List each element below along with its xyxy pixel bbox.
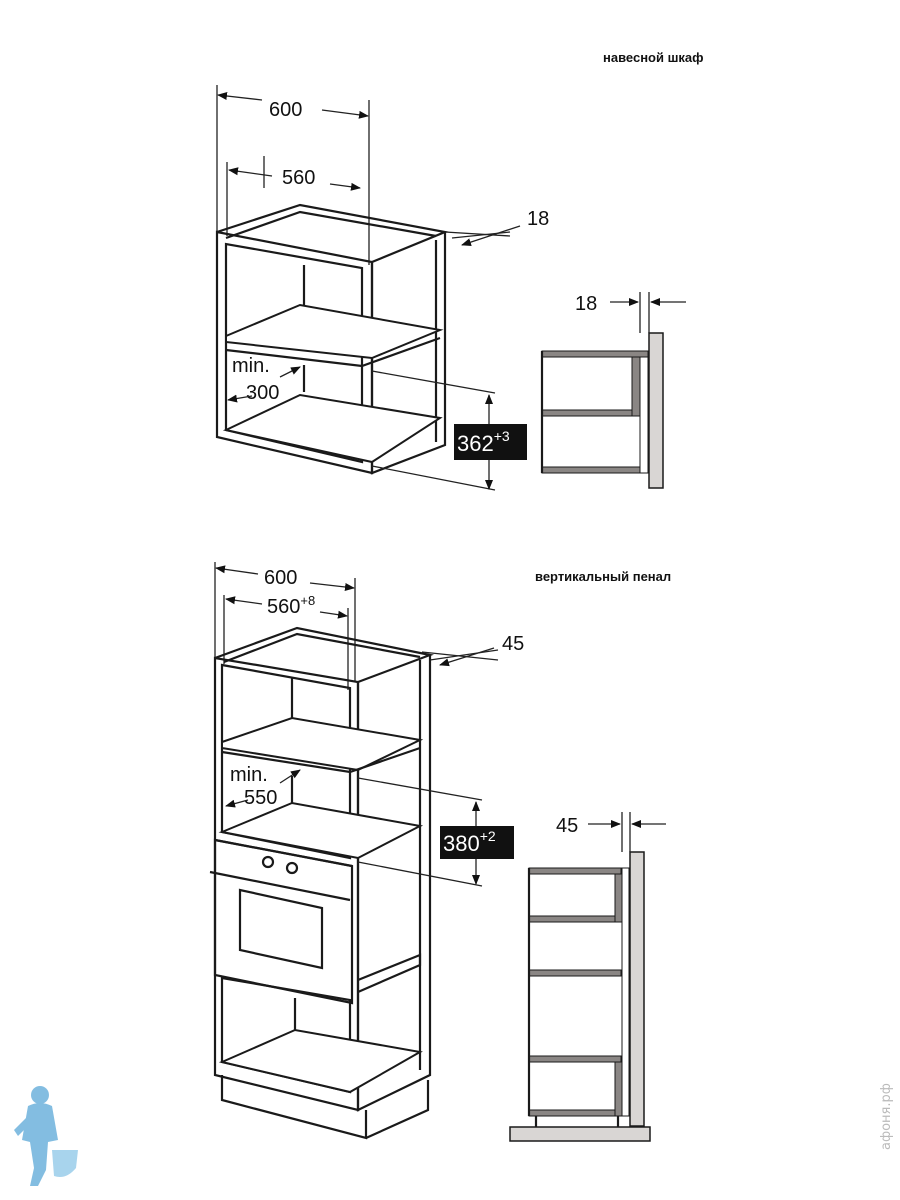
min-300-label: 300 xyxy=(246,382,280,404)
tall-cabinet-shelf-2 xyxy=(222,803,420,858)
min-label-top: min. xyxy=(232,355,270,377)
oven-knob-2 xyxy=(287,863,297,873)
dim-45-top-label: 45 xyxy=(502,633,525,655)
tall-cabinet-shelf-1 xyxy=(222,718,420,770)
dim-18-top-label: 18 xyxy=(527,208,550,230)
dim-380-value: 380 xyxy=(443,831,480,856)
wall-panel xyxy=(649,333,663,488)
dim-600-arrow-left xyxy=(218,95,262,100)
floor xyxy=(510,1127,650,1141)
wall-cabinet xyxy=(217,205,445,473)
tall-cabinet-diagram xyxy=(210,562,671,1141)
dim-362-value: 362 xyxy=(457,431,494,456)
tall-cabinet-side-profile xyxy=(510,852,650,1141)
oven-window xyxy=(240,890,322,968)
dim-560b-text xyxy=(267,593,315,618)
dim-560-arrow-right xyxy=(330,184,360,188)
dim-600-arrow-right xyxy=(322,110,368,116)
dim-362-ext-bottom xyxy=(372,466,495,490)
dim-362-ext-top xyxy=(372,371,495,393)
watermark: афоня.рф xyxy=(879,1083,894,1150)
dim-45-side-label: 45 xyxy=(556,815,579,837)
min-550-arrow-up xyxy=(280,770,300,783)
dim-380-tolerance: +2 xyxy=(479,828,496,844)
dim-600-label: 600 xyxy=(269,99,303,121)
dim-560b-value: 560 xyxy=(267,596,301,618)
wall-cabinet-title: навесной шкаф xyxy=(603,50,704,65)
dim-600b-arrow-left xyxy=(216,568,258,574)
dim-600b-label: 600 xyxy=(264,567,298,589)
tall-cabinet-title: вертикальный пенал xyxy=(535,569,672,584)
min-550-label: 550 xyxy=(244,787,278,809)
dim-560b-arrow-right xyxy=(320,612,347,616)
oven-knob-1 xyxy=(263,857,273,867)
dim-560b-arrow-left xyxy=(226,599,262,604)
dim-600b-arrow-right xyxy=(310,583,354,588)
wall-cabinet-diagram xyxy=(217,50,704,490)
dim-560-label: 560 xyxy=(282,167,316,189)
oven-handle xyxy=(210,872,350,900)
plumber-mascot-logo xyxy=(14,1086,78,1186)
dim-560-arrow-left xyxy=(229,170,272,176)
tall-wall-panel xyxy=(630,852,644,1126)
min-300-arrow-up xyxy=(280,367,300,377)
tall-cabinet-bottom xyxy=(222,1030,420,1092)
wall-cabinet-bottom xyxy=(226,395,440,462)
min-label-bottom: min. xyxy=(230,764,268,786)
dim-362-tolerance: +3 xyxy=(493,428,510,444)
tall-cabinet xyxy=(210,628,430,1138)
dim-560b-tolerance: +8 xyxy=(300,593,316,608)
dim-18-side-label: 18 xyxy=(575,293,598,315)
dim-45-arrow xyxy=(440,648,494,665)
wall-cabinet-side-profile xyxy=(542,333,663,488)
built-in-oven xyxy=(210,840,420,1003)
